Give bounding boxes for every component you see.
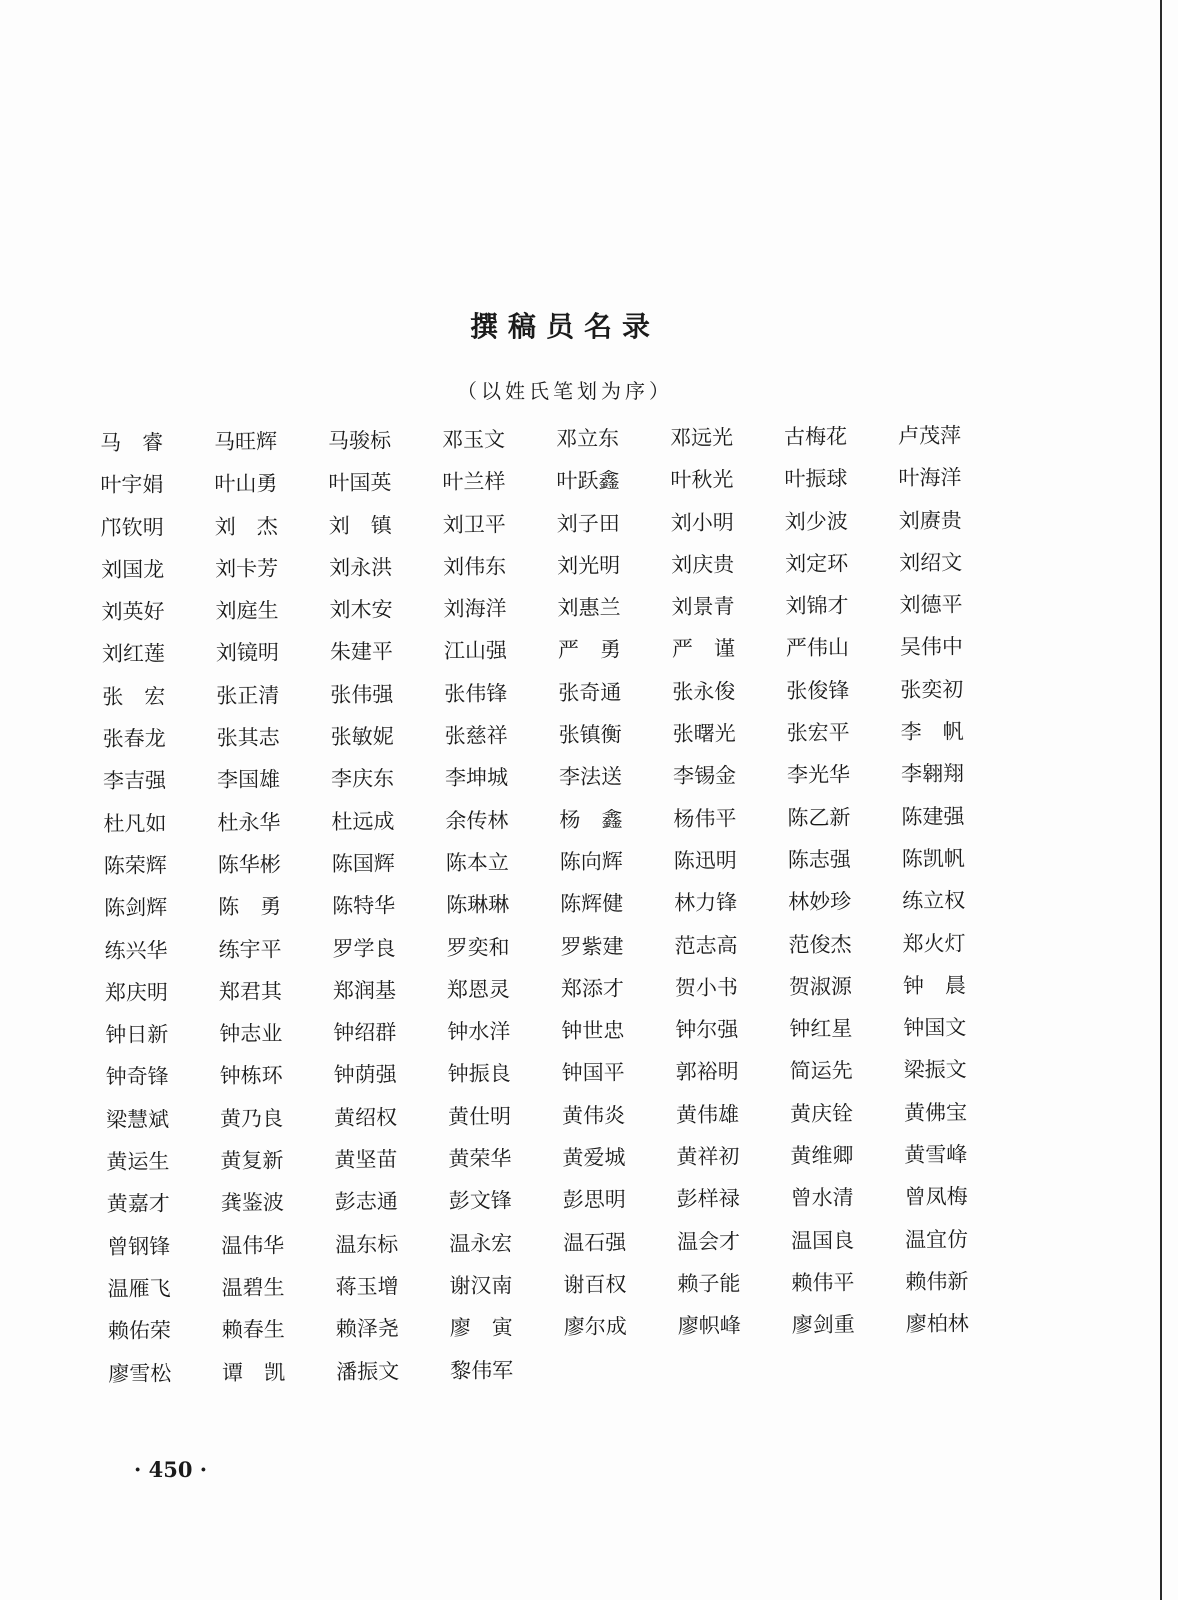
contributor-name: 杜永华 — [217, 810, 281, 835]
contributor-name-grid — [100, 420, 1028, 1401]
contributor-name: 张宏平 — [786, 720, 850, 746]
contributor-name: 廖雪松 — [108, 1360, 172, 1386]
contributor-name: 潘振文 — [336, 1358, 400, 1384]
contributor-name: 刘少波 — [784, 509, 848, 534]
contributor-name: 张伟强 — [330, 682, 394, 707]
contributor-name: 范志高 — [674, 933, 738, 958]
contributor-name: 简运先 — [789, 1058, 853, 1084]
contributor-name: 马旺辉 — [214, 429, 278, 455]
contributor-name: 邝钦明 — [100, 515, 164, 540]
contributor-name: 刘伟东 — [443, 554, 507, 579]
contributor-name: 张 宏 — [102, 684, 166, 709]
contributor-name: 钟红星 — [789, 1016, 853, 1042]
contributor-name: 钟水洋 — [447, 1019, 511, 1045]
contributor-name: 曾钢锋 — [107, 1234, 171, 1259]
contributor-name: 郭裕明 — [675, 1059, 739, 1085]
contributor-name: 范俊杰 — [788, 932, 852, 957]
contributor-name: 陈国辉 — [331, 851, 395, 876]
contributor-name: 刘景青 — [671, 594, 735, 620]
contributor-name: 李庆东 — [330, 766, 395, 792]
contributor-name: 黄仕明 — [447, 1104, 512, 1129]
contributor-name: 刘定环 — [785, 551, 849, 576]
contributor-name: 邓玉文 — [442, 427, 506, 453]
contributor-name: 温石强 — [563, 1230, 627, 1255]
contributor-name: 彭志通 — [334, 1189, 398, 1215]
contributor-name: 黄绍权 — [333, 1105, 398, 1130]
contributor-name: 严伟山 — [785, 635, 850, 661]
contributor-name: 钟奇锋 — [105, 1064, 169, 1090]
contributor-name: 杜凡如 — [103, 811, 167, 836]
contributor-name: 刘德平 — [899, 592, 963, 618]
contributor-name: 江山强 — [443, 638, 508, 664]
contributor-name: 林力锋 — [674, 890, 738, 916]
contributor-name: 杨 鑫 — [559, 807, 623, 832]
contributor-name: 张敏妮 — [330, 724, 394, 750]
contributor-name: 陈凯帆 — [901, 846, 965, 871]
contributor-name: 张正清 — [216, 683, 280, 708]
contributor-name: 刘红莲 — [101, 641, 166, 667]
contributor-name: 李坤城 — [444, 765, 509, 791]
contributor-name: 张奇通 — [558, 680, 622, 705]
contributor-name: 张奕初 — [900, 677, 964, 702]
contributor-name: 陈华彬 — [217, 852, 281, 877]
contributor-name: 温会才 — [677, 1229, 741, 1254]
contributor-name: 郑火灯 — [902, 931, 966, 956]
contributor-name: 马 睿 — [100, 430, 164, 455]
contributor-name: 李锡金 — [672, 763, 737, 789]
contributor-name: 刘永洪 — [329, 555, 393, 580]
contributor-name: 张慈祥 — [444, 723, 508, 749]
contributor-name: 李光华 — [786, 762, 851, 788]
contributor-name: 黄乃良 — [219, 1106, 284, 1131]
contributor-name: 赖子能 — [677, 1271, 741, 1296]
contributor-name: 钟栋环 — [219, 1063, 283, 1089]
contributor-name: 黄祥初 — [676, 1144, 740, 1170]
contributor-name: 黎伟军 — [450, 1357, 514, 1383]
contributor-name: 陈剑辉 — [104, 895, 168, 921]
contributor-name: 邓立东 — [556, 426, 620, 452]
contributor-name: 李 帆 — [900, 719, 964, 745]
contributor-name: 钟国平 — [561, 1060, 625, 1086]
contributor-name: 余传林 — [445, 808, 509, 833]
contributor-name: 陈 勇 — [218, 894, 282, 920]
contributor-name: 龚鉴波 — [220, 1190, 284, 1216]
contributor-name: 廖剑重 — [791, 1312, 855, 1338]
contributor-name: 张春龙 — [102, 726, 166, 752]
contributor-name: 黄爱城 — [562, 1145, 626, 1171]
contributor-name: 黄荣华 — [448, 1146, 512, 1172]
contributor-name: 张永俊 — [672, 679, 736, 704]
contributor-name: 刘木安 — [329, 597, 393, 623]
contributor-name: 温碧生 — [221, 1275, 285, 1300]
contributor-name: 廖帜峰 — [677, 1313, 741, 1339]
contributor-name: 温东标 — [335, 1232, 399, 1257]
contributor-name: 吴伟中 — [899, 634, 964, 660]
contributor-name: 廖柏林 — [905, 1311, 969, 1337]
contributor-name: 马骏标 — [328, 428, 392, 454]
contributor-name: 谭 凯 — [222, 1359, 286, 1385]
contributor-name: 陈特华 — [332, 893, 396, 919]
contributor-name: 刘 镇 — [328, 513, 392, 538]
contributor-name: 陈向辉 — [559, 849, 623, 874]
contributor-name: 刘庆贵 — [671, 552, 735, 577]
contributor-name: 张俊锋 — [786, 678, 850, 703]
contributor-name: 钟世忠 — [561, 1018, 625, 1044]
contributor-name: 卢茂萍 — [897, 423, 962, 449]
contributor-name: 叶兰样 — [442, 469, 506, 495]
contributor-name: 黄维卿 — [790, 1143, 854, 1169]
contributor-name: 彭文锋 — [448, 1188, 512, 1214]
contributor-name: 严 谨 — [671, 636, 736, 662]
contributor-name: 杨伟平 — [673, 806, 737, 831]
contributor-name: 钟绍群 — [333, 1020, 397, 1046]
contributor-name: 赖泽尧 — [335, 1316, 399, 1342]
contributor-name: 蒋玉增 — [335, 1274, 399, 1299]
contributor-name: 陈建强 — [901, 804, 965, 829]
contributor-name: 林妙珍 — [788, 889, 852, 915]
contributor-name: 刘小明 — [670, 510, 734, 535]
contributor-name: 温雁飞 — [107, 1276, 171, 1301]
contributor-name: 廖 寅 — [449, 1315, 513, 1341]
contributor-name: 钟志业 — [219, 1021, 283, 1047]
contributor-name: 温国良 — [791, 1228, 855, 1253]
contributor-name: 赖伟平 — [791, 1270, 855, 1295]
contributor-name: 曾水清 — [790, 1185, 854, 1211]
contributor-name: 叶跃鑫 — [556, 468, 620, 494]
contributor-name: 赖春生 — [221, 1317, 285, 1343]
contributor-name: 曾凤梅 — [904, 1184, 968, 1210]
contributor-name: 郑庆明 — [104, 980, 169, 1005]
contributor-name: 刘镜明 — [215, 640, 280, 666]
contributor-name: 郑恩灵 — [446, 977, 511, 1002]
scan-edge-line — [1160, 0, 1162, 1600]
contributor-name: 廖尔成 — [563, 1314, 627, 1340]
contributor-name: 李国雄 — [216, 767, 281, 793]
contributor-name: 陈乙新 — [787, 805, 851, 830]
contributor-name: 温永宏 — [449, 1231, 513, 1256]
contributor-name: 贺淑源 — [788, 974, 853, 999]
contributor-name: 梁振文 — [903, 1057, 967, 1083]
contributor-name: 黄坚苗 — [334, 1147, 398, 1173]
contributor-name: 邓远光 — [670, 425, 734, 451]
contributor-name: 练宇平 — [218, 936, 282, 962]
contributor-name: 黄运生 — [106, 1149, 170, 1175]
contributor-name: 钟振良 — [447, 1061, 511, 1087]
contributor-name: 练立权 — [902, 888, 966, 914]
contributor-name: 陈迅明 — [673, 848, 737, 873]
contributor-name: 黄庆铨 — [789, 1101, 854, 1126]
contributor-name: 罗奕和 — [446, 935, 510, 960]
contributor-name: 贺小书 — [674, 975, 739, 1000]
contributor-name: 刘赓贵 — [898, 508, 962, 533]
contributor-name: 钟国文 — [903, 1015, 967, 1041]
contributor-name: 刘庭生 — [215, 598, 279, 624]
contributor-name: 刘光明 — [557, 553, 621, 578]
contributor-name: 刘英好 — [101, 599, 165, 625]
contributor-name: 黄嘉才 — [106, 1191, 170, 1217]
contributor-name: 杜远成 — [331, 809, 395, 834]
contributor-name: 陈荣辉 — [103, 853, 167, 878]
contributor-name: 陈琳琳 — [446, 892, 510, 918]
contributor-name: 张曙光 — [672, 721, 736, 747]
contributor-name: 叶山勇 — [214, 471, 278, 497]
contributor-name: 郑润基 — [332, 978, 397, 1003]
contributor-name: 李吉强 — [102, 768, 167, 794]
contributor-name: 黄佛宝 — [903, 1100, 968, 1125]
contributor-name: 彭思明 — [562, 1187, 626, 1213]
contributor-name: 叶海洋 — [898, 465, 962, 491]
contributor-name: 谢汉南 — [449, 1273, 513, 1298]
contributor-name: 刘惠兰 — [557, 595, 621, 621]
contributor-name: 赖佑荣 — [107, 1318, 171, 1344]
contributor-name: 郑添才 — [560, 976, 625, 1001]
contributor-name: 郑君其 — [218, 979, 283, 1004]
contributor-name: 罗学良 — [332, 936, 396, 961]
contributor-name: 彭样禄 — [676, 1186, 740, 1212]
contributor-name: 朱建平 — [329, 639, 394, 665]
contributor-name: 黄伟炎 — [561, 1103, 626, 1128]
contributor-name: 叶秋光 — [670, 467, 734, 493]
contributor-name: 温宜仿 — [905, 1227, 969, 1252]
contributor-name: 钟日新 — [105, 1022, 169, 1048]
page-number: · 450 · — [134, 1457, 208, 1482]
contributor-name: 古梅花 — [784, 424, 848, 450]
contributor-name: 张镇衡 — [558, 722, 622, 748]
contributor-name: 罗紫建 — [560, 934, 624, 959]
contributor-name: 黄伟雄 — [675, 1102, 740, 1127]
contributor-name: 梁慧斌 — [105, 1107, 170, 1132]
contributor-name: 李翱翔 — [900, 761, 965, 787]
contributor-name: 钟尔强 — [675, 1017, 739, 1043]
contributor-name: 叶振球 — [784, 466, 848, 492]
contributor-name: 张伟锋 — [444, 681, 508, 706]
contributor-name: 黄复新 — [220, 1148, 284, 1174]
contributor-name: 刘卡芳 — [215, 556, 279, 581]
contributor-name: 刘卫平 — [442, 512, 506, 537]
contributor-name: 钟 晨 — [902, 973, 967, 998]
contributor-name: 陈辉健 — [560, 891, 624, 917]
contributor-name: 温伟华 — [221, 1233, 285, 1258]
contributor-name: 刘国龙 — [101, 557, 165, 582]
contributor-name: 练兴华 — [104, 937, 168, 963]
contributor-name: 张其志 — [216, 725, 280, 751]
contributor-name: 刘锦才 — [785, 593, 849, 619]
contributor-name: 刘海洋 — [443, 596, 507, 622]
contributor-name: 黄雪峰 — [904, 1142, 968, 1168]
contributor-name: 谢百权 — [563, 1272, 627, 1297]
contributor-name: 赖伟新 — [905, 1269, 969, 1294]
contributor-name: 钟荫强 — [333, 1062, 397, 1088]
contributor-name: 刘 杰 — [214, 514, 278, 539]
contributor-name: 陈本立 — [445, 850, 509, 875]
contributor-name: 刘子田 — [556, 511, 620, 536]
contributor-name: 严 勇 — [557, 637, 622, 663]
contributor-name: 李法送 — [558, 764, 623, 790]
contributor-name: 叶宇娟 — [100, 472, 164, 498]
page-subtitle: （以姓氏笔划为序） — [457, 379, 673, 403]
contributor-name: 叶国英 — [328, 470, 392, 496]
contributor-name: 刘绍文 — [899, 550, 963, 575]
contributor-name: 陈志强 — [787, 847, 851, 872]
page-title: 撰稿员名录 — [469, 310, 660, 343]
